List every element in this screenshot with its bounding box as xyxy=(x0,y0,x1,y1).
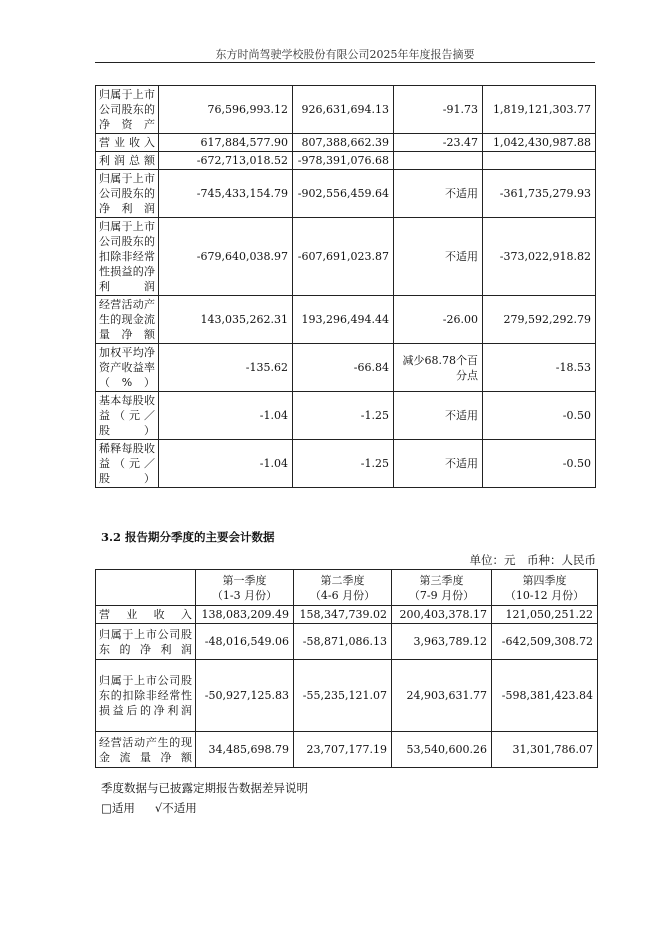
row-label: 归属于上市公司股东的净资产 xyxy=(96,86,159,134)
row-label: 基本每股收益（元／股） xyxy=(96,392,159,440)
cell-value: -18.53 xyxy=(483,344,596,392)
cell-value: 1,042,430,987.88 xyxy=(483,134,596,152)
cell-value: 138,083,209.49 xyxy=(196,606,294,624)
table-row xyxy=(96,296,596,344)
cell-value: -978,391,076.68 xyxy=(293,152,394,170)
cell-value: 34,485,698.79 xyxy=(196,732,294,768)
cell-value: -66.84 xyxy=(293,344,394,392)
cell-value: -1.04 xyxy=(159,392,293,440)
row-label: 加权平均净资产收益率（%） xyxy=(96,344,159,392)
row-label: 归属于上市公司股东的净利润 xyxy=(96,170,159,218)
cell-value: -672,713,018.52 xyxy=(159,152,293,170)
row-label: 营业收入 xyxy=(96,134,159,152)
cell-value: 3,963,789.12 xyxy=(392,624,492,660)
cell-value: 不适用 xyxy=(394,170,483,218)
cell-value: -23.47 xyxy=(394,134,483,152)
cell-value: -0.50 xyxy=(483,392,596,440)
cell-value: -679,640,038.97 xyxy=(159,218,293,296)
cell-value: -48,016,549.06 xyxy=(196,624,294,660)
cell-value: -745,433,154.79 xyxy=(159,170,293,218)
cell-value: 31,301,786.07 xyxy=(492,732,598,768)
cell-value: 不适用 xyxy=(394,218,483,296)
quarter-header xyxy=(392,570,492,606)
table-row xyxy=(96,606,598,624)
option-not-applicable: √不适用 xyxy=(154,801,197,815)
row-label: 经营活动产生的现金流量净额 xyxy=(96,296,159,344)
cell-value: -598,381,423.84 xyxy=(492,660,598,732)
cell-value: 926,631,694.13 xyxy=(293,86,394,134)
cell-value: 193,296,494.44 xyxy=(293,296,394,344)
header-blank-cell xyxy=(96,570,196,606)
cell-value: -91.73 xyxy=(394,86,483,134)
table-row xyxy=(96,392,596,440)
cell-value: 24,903,631.77 xyxy=(392,660,492,732)
page-header: 东方时尚驾驶学校股份有限公司2025年年度报告摘要 xyxy=(215,48,475,61)
quarter-header xyxy=(492,570,598,606)
cell-value: -26.00 xyxy=(394,296,483,344)
cell-value: 200,403,378.17 xyxy=(392,606,492,624)
cell-value: 76,596,993.12 xyxy=(159,86,293,134)
table-row xyxy=(96,170,596,218)
cell-value: -135.62 xyxy=(159,344,293,392)
cell-value: 158,347,739.02 xyxy=(294,606,392,624)
cell-value: 279,592,292.79 xyxy=(483,296,596,344)
cell-value: -58,871,086.13 xyxy=(294,624,392,660)
cell-value: -1.04 xyxy=(159,440,293,488)
cell-value: -1.25 xyxy=(293,392,394,440)
cell-value xyxy=(483,152,596,170)
section-title: 3.2 报告期分季度的主要会计数据 xyxy=(101,530,275,544)
table-row xyxy=(96,134,596,152)
table-row xyxy=(96,344,596,392)
quarter-name: 第四季度 xyxy=(522,573,567,587)
cell-value: -0.50 xyxy=(483,440,596,488)
cell-value: 1,819,121,303.77 xyxy=(483,86,596,134)
table-row xyxy=(96,660,598,732)
row-label: 经营活动产生的现金流量净额 xyxy=(96,732,196,768)
quarter-name: 第三季度 xyxy=(419,573,464,587)
cell-value: 53,540,600.26 xyxy=(392,732,492,768)
quarter-months: （1-3 月份） xyxy=(211,588,278,602)
quarterly-discrepancy-note: 季度数据与已披露定期报告数据差异说明 xyxy=(101,781,308,795)
applicability-options xyxy=(101,800,197,816)
quarterly-data-table xyxy=(95,569,598,768)
table-row xyxy=(96,440,596,488)
cell-value: 减少68.78个百分点 xyxy=(394,344,483,392)
cell-value: -55,235,121.07 xyxy=(294,660,392,732)
cell-value: -1.25 xyxy=(293,440,394,488)
table-row xyxy=(96,732,598,768)
cell-value: -607,691,023.87 xyxy=(293,218,394,296)
quarter-name: 第二季度 xyxy=(320,573,365,587)
row-label: 利润总额 xyxy=(96,152,159,170)
option-applicable: □适用 xyxy=(101,801,135,815)
cell-value: 不适用 xyxy=(394,392,483,440)
row-label: 归属于上市公司股东的净利润 xyxy=(96,624,196,660)
header-divider xyxy=(95,62,595,63)
quarter-months: （4-6 月份） xyxy=(309,588,376,602)
cell-value: 23,707,177.19 xyxy=(294,732,392,768)
cell-value: 不适用 xyxy=(394,440,483,488)
unit-currency-line: 单位：元 币种：人民币 xyxy=(469,553,596,567)
cell-value xyxy=(394,152,483,170)
quarter-header xyxy=(196,570,294,606)
cell-value: 121,050,251.22 xyxy=(492,606,598,624)
quarter-months: （10-12 月份） xyxy=(504,588,585,602)
cell-value: -373,022,918.82 xyxy=(483,218,596,296)
table-row xyxy=(96,152,596,170)
table-row xyxy=(96,86,596,134)
cell-value: -361,735,279.93 xyxy=(483,170,596,218)
cell-value: -50,927,125.83 xyxy=(196,660,294,732)
table-row xyxy=(96,218,596,296)
cell-value: 143,035,262.31 xyxy=(159,296,293,344)
table-header-row xyxy=(96,570,598,606)
main-accounting-data-table xyxy=(95,85,596,488)
cell-value: 807,388,662.39 xyxy=(293,134,394,152)
quarter-header xyxy=(294,570,392,606)
quarter-months: （7-9 月份） xyxy=(408,588,475,602)
cell-value: -902,556,459.64 xyxy=(293,170,394,218)
row-label: 营业收入 xyxy=(96,606,196,624)
quarter-name: 第一季度 xyxy=(222,573,267,587)
row-label: 稀释每股收益（元／股） xyxy=(96,440,159,488)
row-label: 归属于上市公司股东的扣除非经常性损益的净利润 xyxy=(96,218,159,296)
cell-value: -642,509,308.72 xyxy=(492,624,598,660)
table-row xyxy=(96,624,598,660)
row-label: 归属于上市公司股东的扣除非经常性损益后的净利润 xyxy=(96,660,196,732)
cell-value: 617,884,577.90 xyxy=(159,134,293,152)
